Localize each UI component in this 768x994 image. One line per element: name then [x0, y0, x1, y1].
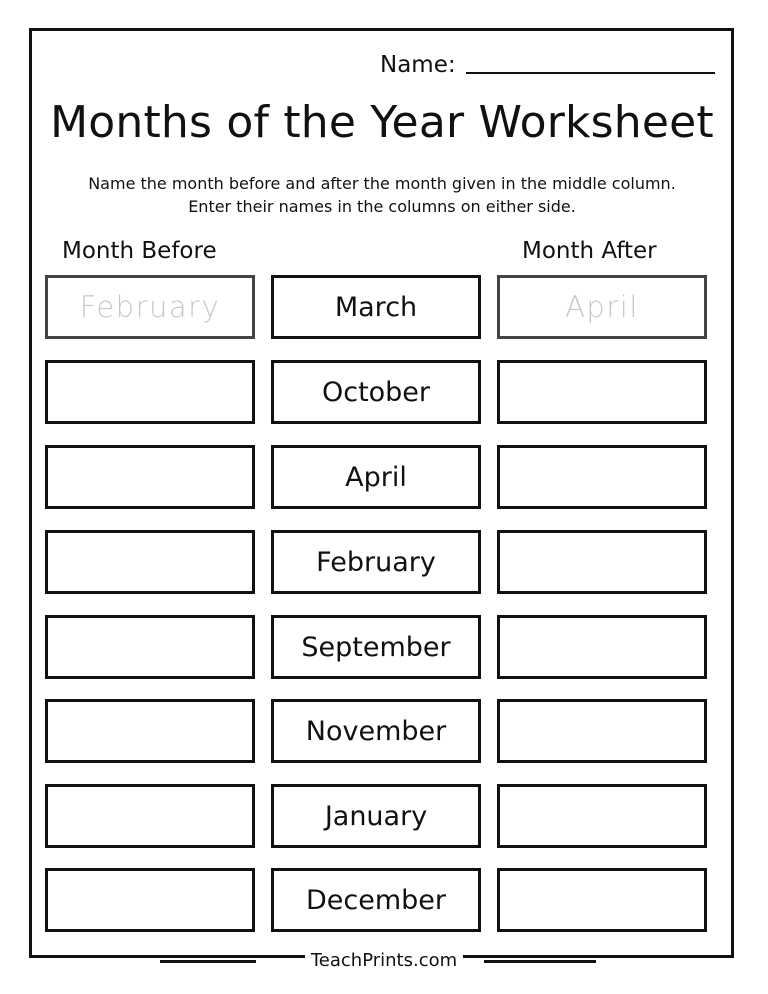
- month-box-2: [271, 360, 481, 424]
- footer-site-name: TeachPrints.com: [305, 950, 463, 971]
- instructions: [32, 172, 732, 218]
- month-label: December: [305, 884, 446, 916]
- after-box-5[interactable]: [497, 615, 707, 679]
- column-header-month-after: Month After: [522, 238, 657, 264]
- after-box-7[interactable]: [497, 784, 707, 848]
- month-label: November: [305, 715, 447, 747]
- month-label: September: [301, 631, 451, 663]
- example-after-trace: April: [565, 290, 639, 324]
- name-field-row: [380, 46, 715, 78]
- page-title: Months of the Year Worksheet: [50, 97, 714, 148]
- before-box-1[interactable]: [45, 275, 255, 339]
- before-box-8[interactable]: [45, 868, 255, 932]
- column-header-month-before: Month Before: [62, 238, 217, 264]
- month-box-6: [271, 699, 481, 763]
- after-box-6[interactable]: [497, 699, 707, 763]
- footer-text-wrap: [0, 948, 768, 974]
- after-box-8[interactable]: [497, 868, 707, 932]
- after-box-1[interactable]: [497, 275, 707, 339]
- month-label: February: [316, 546, 436, 578]
- instructions-line-1: Name the month before and after the month given in the middle column.: [88, 174, 676, 193]
- after-box-3[interactable]: [497, 445, 707, 509]
- month-label: October: [321, 376, 431, 408]
- before-box-2[interactable]: [45, 360, 255, 424]
- month-box-7: [271, 784, 481, 848]
- footer: [0, 946, 768, 976]
- before-box-7[interactable]: [45, 784, 255, 848]
- name-write-line[interactable]: [466, 71, 715, 74]
- instructions-line-2: Enter their names in the columns on either side.: [188, 197, 576, 216]
- after-box-2[interactable]: [497, 360, 707, 424]
- before-box-3[interactable]: [45, 445, 255, 509]
- month-box-5: [271, 615, 481, 679]
- month-label: March: [334, 291, 418, 323]
- before-box-4[interactable]: [45, 530, 255, 594]
- month-box-8: [271, 868, 481, 932]
- name-label: Name:: [380, 52, 456, 78]
- month-box-3: [271, 445, 481, 509]
- month-label: January: [324, 800, 428, 832]
- month-label: April: [345, 461, 407, 493]
- before-box-5[interactable]: [45, 615, 255, 679]
- month-box-1: [271, 275, 481, 339]
- before-box-6[interactable]: [45, 699, 255, 763]
- example-before-trace: February: [79, 290, 221, 324]
- after-box-4[interactable]: [497, 530, 707, 594]
- month-box-4: [271, 530, 481, 594]
